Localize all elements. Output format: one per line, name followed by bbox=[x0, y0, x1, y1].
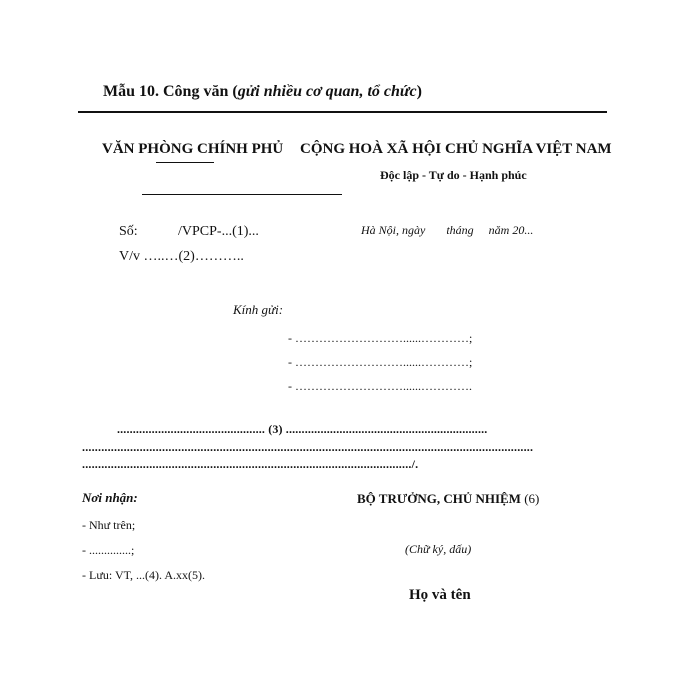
noi-nhan-item-2: - ..............; bbox=[82, 543, 135, 557]
agency-bottom-rule bbox=[142, 194, 342, 195]
place-date: Hà Nội, ngày tháng năm 20... bbox=[361, 223, 534, 237]
subject-line: V/v …..…(2)……….. bbox=[119, 249, 244, 264]
national-motto: Độc lập - Tự do - Hạnh phúc bbox=[380, 168, 527, 182]
agency-name: VĂN PHÒNG CHÍNH PHỦ bbox=[102, 141, 284, 157]
form-note-open: ( bbox=[228, 83, 238, 100]
form-note-close: ) bbox=[416, 83, 422, 100]
agency-underline bbox=[156, 162, 214, 163]
so-label: Số: bbox=[119, 224, 138, 239]
recipients-label: Kính gửi: bbox=[233, 302, 284, 317]
noi-nhan-item-3: - Lưu: VT, ...(4). A.xx(5). bbox=[82, 568, 206, 582]
signature-hint: (Chữ ký, dấu) bbox=[405, 542, 472, 556]
form-title bbox=[103, 83, 422, 101]
noi-nhan-item-1: - Như trên; bbox=[82, 518, 136, 532]
signer-title: BỘ TRƯỞNG, CHỦ NHIỆM bbox=[357, 491, 521, 506]
noi-nhan-label: Nơi nhận: bbox=[82, 490, 138, 505]
form-note: gửi nhiều cơ quan, tổ chức bbox=[237, 83, 417, 100]
signer-note: (6) bbox=[520, 491, 540, 506]
body-line-3: ......................................................................................................./. bbox=[82, 457, 419, 471]
recipient-line-3: - ………………………......…………. bbox=[288, 379, 472, 393]
top-divider bbox=[78, 111, 607, 113]
national-title: CỘNG HOÀ XÃ HỘI CHỦ NGHĨA VIỆT NAM bbox=[300, 141, 612, 157]
form-number: Mẫu 10. Công văn bbox=[103, 83, 229, 100]
body-line-1: ............................................... (3) ................................................................ bbox=[117, 422, 488, 436]
body-line-2: ............................................................................................................................................. bbox=[82, 440, 534, 454]
signer-name: Họ và tên bbox=[409, 587, 471, 603]
so-value: /VPCP-...(1)... bbox=[178, 224, 259, 239]
recipient-line-2: - ………………………......…………; bbox=[288, 355, 473, 369]
recipient-line-1: - ………………………......…………; bbox=[288, 331, 473, 345]
signer-heading bbox=[357, 491, 539, 507]
